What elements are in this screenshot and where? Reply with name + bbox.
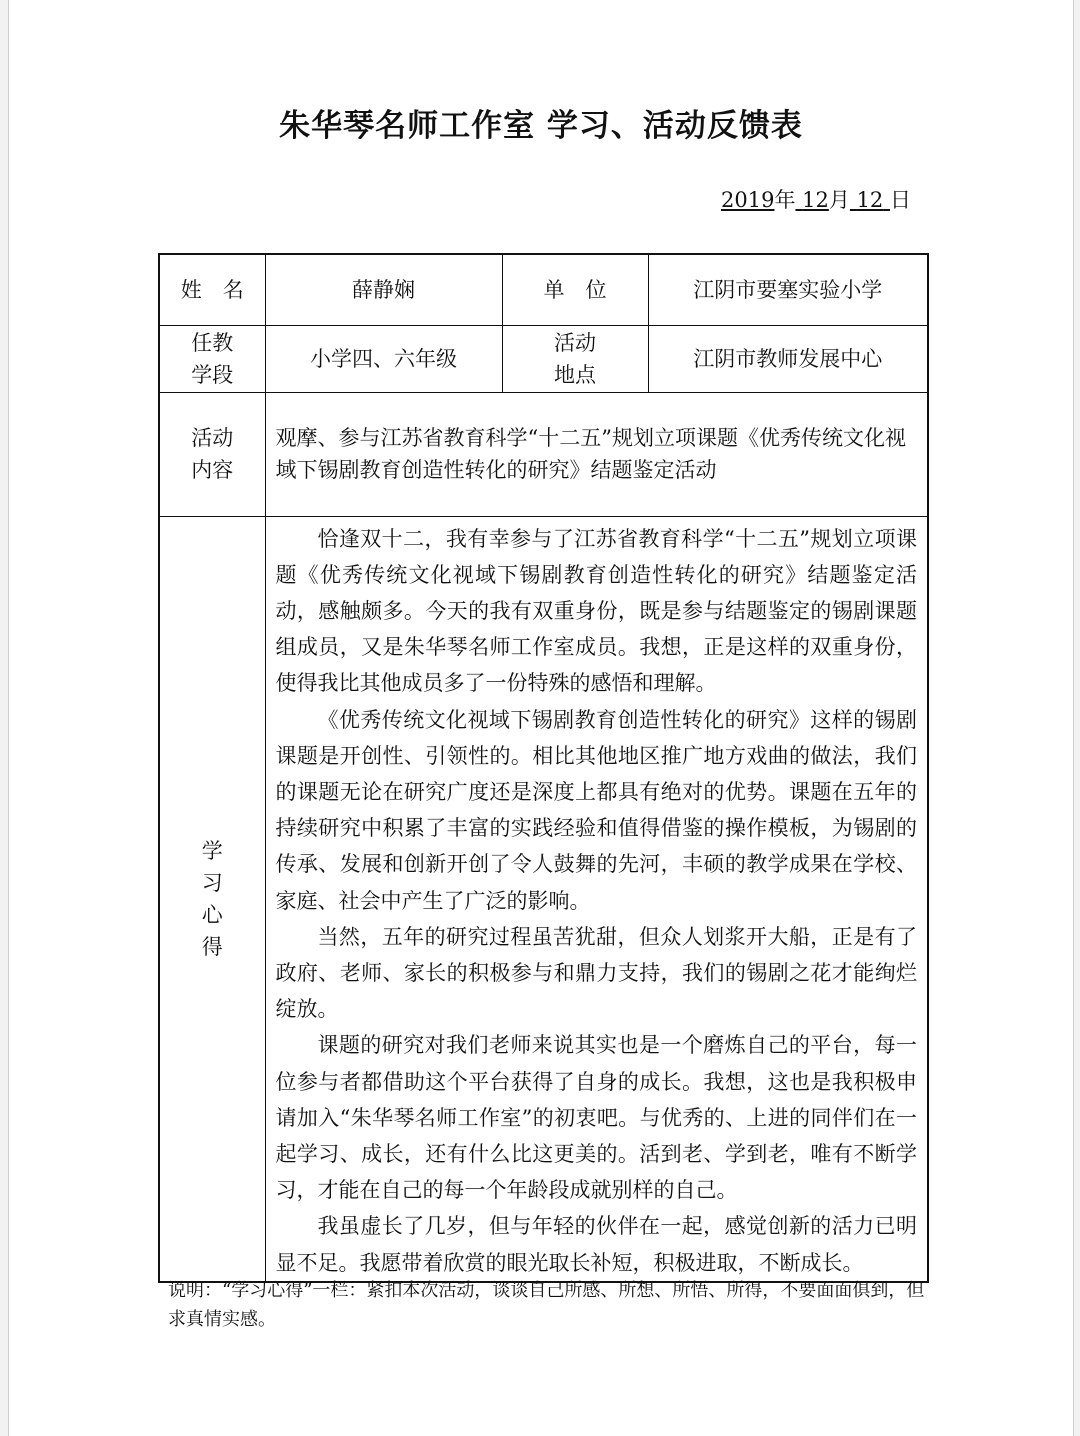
place-label-line2: 地点 <box>554 362 596 387</box>
experience-paragraph: 课题的研究对我们老师来说其实也是一个磨炼自己的平台，每一位参与者都借助这个平台获得了自身的成长。我想，这也是我积极申请加入“朱华琴名师工作室”的初衷吧。与优秀的、上进的同伴们在一起学习、成长，还有什么比这更美的。活到老、学到老，唯有不断学习，才能在自己的每一个年龄段成就别样的自己。 <box>275 1033 917 1203</box>
experience-paragraph: 《优秀传统文化视域下锡剧教育创造性转化的研究》这样的锡剧课题是开创性、引领性的。相比其他地区推广地方戏曲的做法，我们的课题无论在研究广度还是深度上都具有绝对的优势。课题在五年的持续研究中积累了丰富的实践经验和值得借鉴的操作模板，为锡剧的传承、发展和创新开创了令人鼓舞的先河，丰硕的教学成果在学校、家庭、社会中产生了广泛的影响。 <box>275 707 917 913</box>
place-label-line1: 活动 <box>554 330 596 355</box>
row-name-unit <box>159 254 928 325</box>
form-note: 说明：“学习心得”一栏：紧扣本次活动，谈谈自己所感、所想、所悟、所得，不要面面俱到，但求真情实感。 <box>168 1280 925 1330</box>
document-page <box>8 0 1074 1436</box>
experience-text <box>265 516 928 1282</box>
date-day-suffix: 日 <box>889 188 911 212</box>
experience-paragraph: 恰逢双十二，我有幸参与了江苏省教育科学“十二五”规划立项课题《优秀传统文化视域下锡剧教育创造性转化的研究》结题鉴定活动，感触颇多。今天的我有双重身份，既是参与结题鉴定的锡剧课题组成员，又是朱华琴名师工作室成员。我想，正是这样的双重身份，使得我比其他成员多了一份特殊的感悟和理解。 <box>275 526 917 696</box>
row-content <box>159 392 928 516</box>
stage-label <box>159 325 265 392</box>
experience-label-char: 习 <box>201 870 223 895</box>
row-stage-place <box>159 325 928 392</box>
experience-label <box>159 516 265 1282</box>
name-label: 姓 名 <box>159 254 265 325</box>
date-month: 12 <box>802 188 829 212</box>
date-month-suffix: 月 <box>828 188 850 212</box>
feedback-form-table <box>158 253 929 1283</box>
experience-label-char: 心 <box>201 902 223 927</box>
unit-label: 单 位 <box>502 254 648 325</box>
experience-label-char: 学 <box>201 838 223 863</box>
content-label <box>159 392 265 516</box>
name-value: 薛静娴 <box>265 254 502 325</box>
place-value: 江阴市教师发展中心 <box>648 325 928 392</box>
place-label <box>502 325 648 392</box>
unit-value: 江阴市要塞实验小学 <box>648 254 928 325</box>
stage-label-line2: 学段 <box>191 362 234 387</box>
experience-label-char: 得 <box>201 934 223 959</box>
content-value: 观摩、参与江苏省教育科学“十二五”规划立项课题《优秀传统文化视域下锡剧教育创造性转化的研究》结题鉴定活动 <box>265 392 928 516</box>
experience-paragraph: 当然，五年的研究过程虽苦犹甜，但众人划浆开大船，正是有了政府、老师、家长的积极参与和鼎力支持，我们的锡剧之花才能绚烂绽放。 <box>275 924 917 1022</box>
stage-label-line1: 任教 <box>191 330 234 355</box>
date-year-suffix: 年 <box>774 188 796 212</box>
form-date <box>721 184 911 214</box>
row-experience <box>159 516 928 1282</box>
content-label-line2: 内容 <box>191 458 234 482</box>
experience-paragraph: 我虽虚长了几岁，但与年轻的伙伴在一起，感觉创新的活力已明显不足。我愿带着欣赏的眼光取长补短，积极进取，不断成长。 <box>275 1214 917 1275</box>
date-day: 12 <box>856 188 884 212</box>
stage-value: 小学四、六年级 <box>265 325 502 392</box>
date-year: 2019 <box>721 188 775 212</box>
content-label-line1: 活动 <box>191 426 234 450</box>
page-title: 朱华琴名师工作室 学习、活动反馈表 <box>279 108 803 144</box>
